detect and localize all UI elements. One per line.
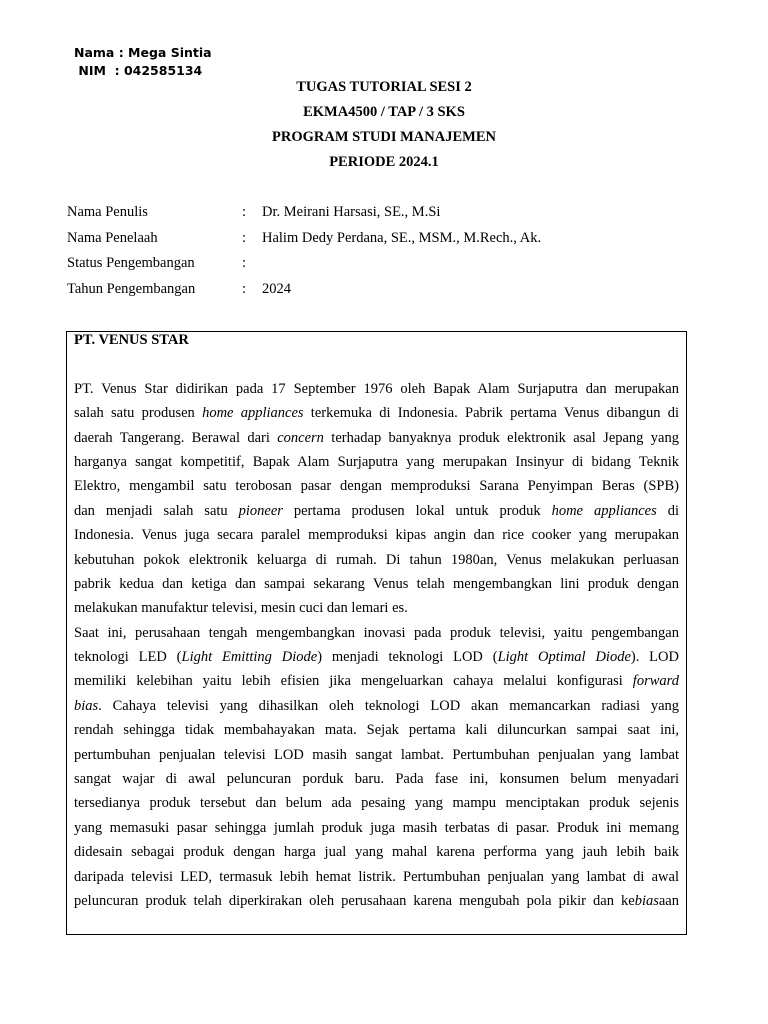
blank-line: [74, 352, 679, 376]
table-row: [67, 226, 541, 252]
body-line: bias. Cahaya televisi yang dihasilkan oleh teknologi LOD akan memancarkan radiasi yang: [74, 697, 679, 714]
meta-label: Nama Penulis: [67, 204, 148, 221]
meta-value: 2024: [262, 280, 291, 297]
body-line: didesain sebagai produk dengan harga jual yang mahal karena performa yang jauh lebih baik: [74, 844, 679, 861]
body-line: PT. Venus Star didirikan pada 17 September 1976 oleh Bapak Alam Surjaputra dan merupakan: [74, 380, 679, 397]
meta-value: Halim Dedy Perdana, SE., MSM., M.Rech., Ak.: [262, 229, 542, 246]
body-line: sangat wajar di awal peluncuran porduk baru. Pada fase ini, konsumen belum menyadari: [74, 771, 679, 788]
meta-separator: :: [242, 229, 247, 246]
table-row: [67, 277, 541, 303]
body-line: Saat ini, perusahaan tengah mengembangkan inovasi pada produk televisi, yaitu pengembangan: [74, 624, 679, 641]
body-line: kebutuhan pokok elektronik keluarga di rumah. Di tahun 1980an, Venus melakukan perluasan: [74, 551, 679, 568]
meta-label: Nama Penelaah: [67, 229, 158, 246]
body-line: teknologi LED (Light Emitting Diode) menjadi teknologi LOD (Light Optimal Diode). LOD: [74, 649, 679, 666]
body-line: peluncuran produk telah diperkirakan oleh perusahaan karena mengubah pola pikir dan kebiasaan: [74, 892, 679, 909]
title-line: TUGAS TUTORIAL SESI 2: [296, 79, 472, 95]
meta-separator: :: [242, 204, 247, 221]
case-body: [74, 377, 679, 914]
student-nim: NIM : 042585134: [74, 63, 203, 78]
meta-separator: :: [242, 280, 247, 297]
body-line: melakukan manufaktur televisi, mesin cuci dan lemari es.: [74, 600, 408, 617]
body-line: salah satu produsen home appliances terkemuka di Indonesia. Pabrik pertama Venus dibangun di: [74, 405, 679, 422]
document-title: [0, 75, 768, 175]
body-line: rendah sehingga tidak membahayakan mata. Sejak pertama kali diluncurkan sampai saat ini,: [74, 722, 679, 739]
meta-separator: :: [242, 255, 247, 272]
body-line: daerah Tangerang. Berawal dari concern terhadap banyaknya produk elektronik asal Jepang yang: [74, 429, 679, 446]
table-row: [67, 200, 541, 226]
body-line: dan menjadi salah satu pioneer pertama produsen lokal untuk produk home appliances di: [74, 502, 679, 519]
body-line: daripada televisi LED, termasuk lebih hemat listrik. Pertumbuhan penjualan yang lambat di awal: [74, 868, 679, 885]
body-line: Indonesia. Venus juga secara paralel memproduksi kipas angin dan rice cooker yang merupakan: [74, 527, 679, 544]
body-line: pabrik kedua dan ketiga dan sampai sekarang Venus telah mengembangkan lini produk dengan: [74, 575, 679, 592]
table-row: [67, 251, 541, 277]
meta-label: Status Pengembangan: [67, 255, 195, 272]
meta-value: [262, 251, 541, 277]
case-heading: PT. VENUS STAR: [74, 332, 189, 348]
student-name: Nama : Mega Sintia: [74, 45, 212, 60]
body-line: Elektro, mengambil satu terobosan pasar dengan memproduksi Sarana Penyimpan Beras (SPB): [74, 478, 679, 495]
case-study-box: [66, 331, 687, 935]
title-line: PERIODE 2024.1: [329, 154, 439, 170]
author-info-table: [67, 200, 541, 302]
title-line: PROGRAM STUDI MANAJEMEN: [272, 129, 496, 145]
body-line: harganya sangat kompetitif, Bapak Alam Surjaputra yang merupakan Insinyur di bidang Teknik: [74, 453, 679, 470]
body-line: pertumbuhan penjualan televisi LOD masih sangat lambat. Pertumbuhan penjualan yang lambat: [74, 746, 679, 763]
body-line: yang memasuki pasar sehingga jumlah produk juga masih terbatas di pasar. Produk ini memang: [74, 819, 679, 836]
body-line: tersedianya produk tersebut dan belum ada pesaing yang mampu menciptakan produk sejenis: [74, 795, 679, 812]
title-line: EKMA4500 / TAP / 3 SKS: [303, 104, 465, 120]
meta-label: Tahun Pengembangan: [67, 280, 196, 297]
body-line: memiliki kelebihan yaitu lebih efisien jika mengeluarkan cahaya melalui konfigurasi forward: [74, 673, 679, 690]
meta-value: Dr. Meirani Harsasi, SE., M.Si: [262, 204, 441, 221]
